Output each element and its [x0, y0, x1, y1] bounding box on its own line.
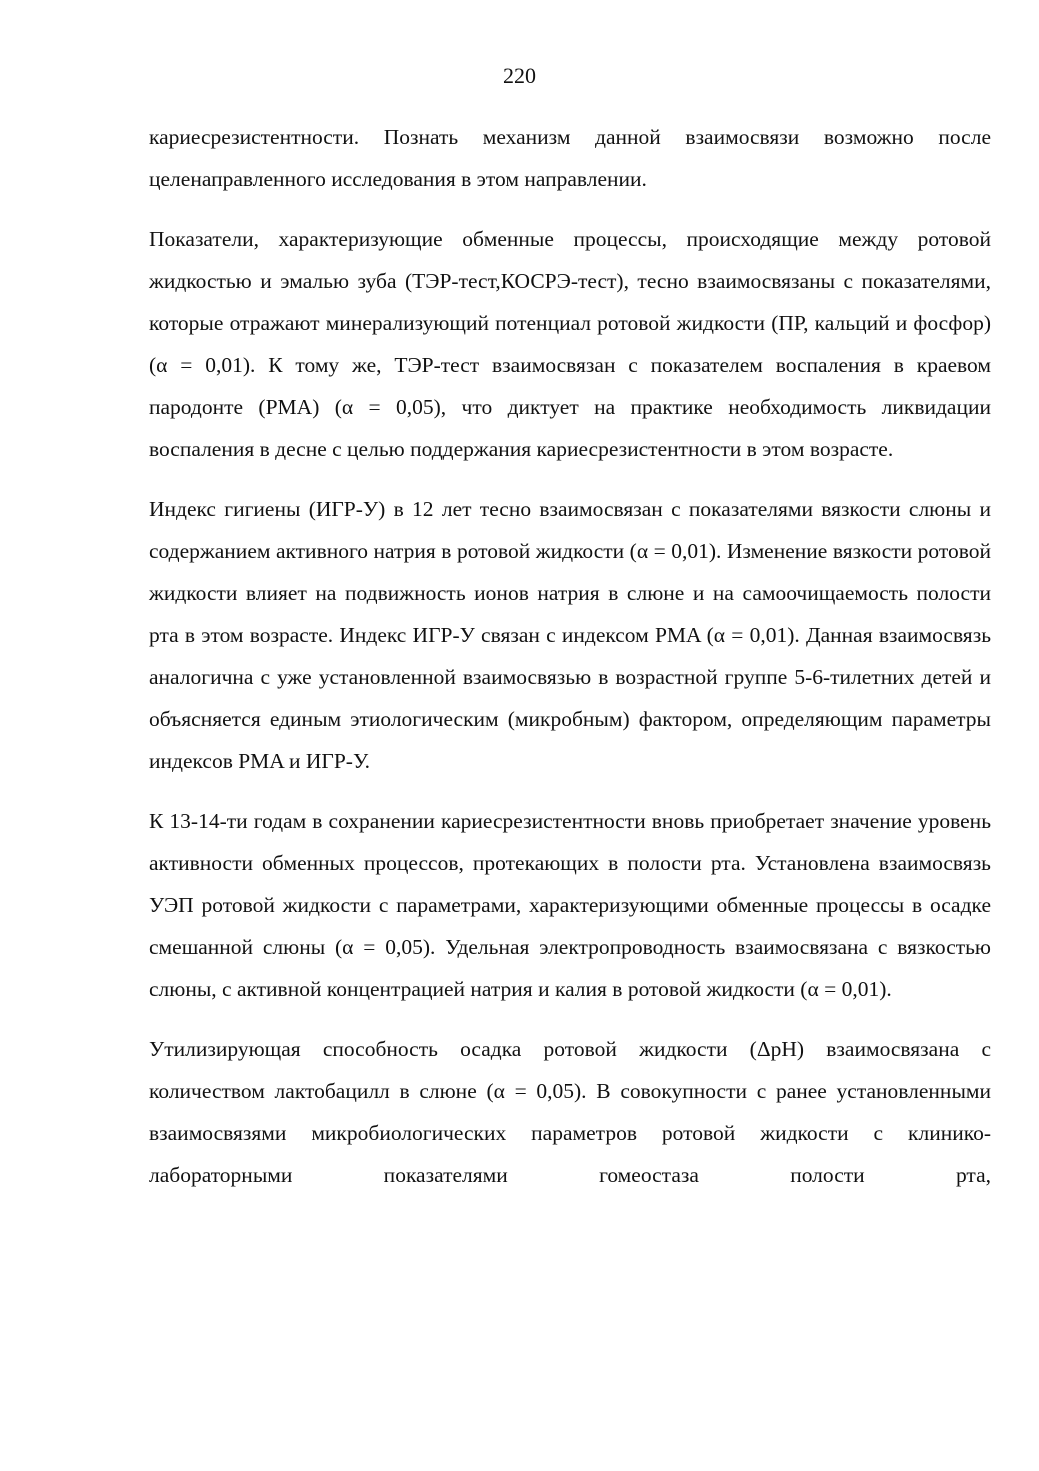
paragraph-5: Утилизирующая способность осадка ротовой жидкости (ΔpH) взаимосвязана с количеством лактобацилл в слюне (α = 0,05). В совокупности с ранее установленными взаимосвязями микробиологических параметров ротовой жидкости с клинико-лабораторными показателями гомеостаза полости рта,: [149, 1037, 991, 1187]
paragraph-1: кариесрезистентности. Познать механизм данной взаимосвязи возможно после целенаправленного исследования в этом направлении.: [149, 125, 991, 191]
paragraph-2: Показатели, характеризующие обменные процессы, происходящие между ротовой жидкостью и эмалью зуба (ТЭР-тест,КОСРЭ-тест), тесно взаимосвязаны с показателями, которые отражают минерализующий потенциал ротовой жидкости (ПР, кальций и фосфор) (α = 0,01). К тому же, ТЭР-тест взаимосвязан с показателем воспаления в краевом пародонте (PMA) (α = 0,05), что диктует на практике необходимость ликвидации воспаления в десне с целью поддержания кариесрезистентности в этом возрасте.: [149, 227, 991, 461]
paragraph-3: Индекс гигиены (ИГР-У) в 12 лет тесно взаимосвязан с показателями вязкости слюны и содержанием активного натрия в ротовой жидкости (α = 0,01). Изменение вязкости ротовой жидкости влияет на подвижность ионов натрия в слюне и на самоочищаемость полости рта в этом возрасте. Индекс ИГР-У связан с индексом PMA (α = 0,01). Данная взаимосвязь аналогична с уже установленной взаимосвязью в возрастной группе 5-6-тилетних детей и объясняется единым этиологическим (микробным) фактором, определяющим параметры индексов PMA и ИГР-У.: [149, 497, 991, 773]
paragraph-4: К 13-14-ти годам в сохранении кариесрезистентности вновь приобретает значение уровень активности обменных процессов, протекающих в полости рта. Установлена взаимосвязь УЭП ротовой жидкости с параметрами, характеризующими обменные процессы в осадке смешанной слюны (α = 0,05). Удельная электропроводность взаимосвязана с вязкостью слюны, с активной концентрацией натрия и калия в ротовой жидкости (α = 0,01).: [149, 809, 991, 1001]
page-number: 220: [503, 63, 536, 88]
page-body: [149, 116, 991, 1214]
